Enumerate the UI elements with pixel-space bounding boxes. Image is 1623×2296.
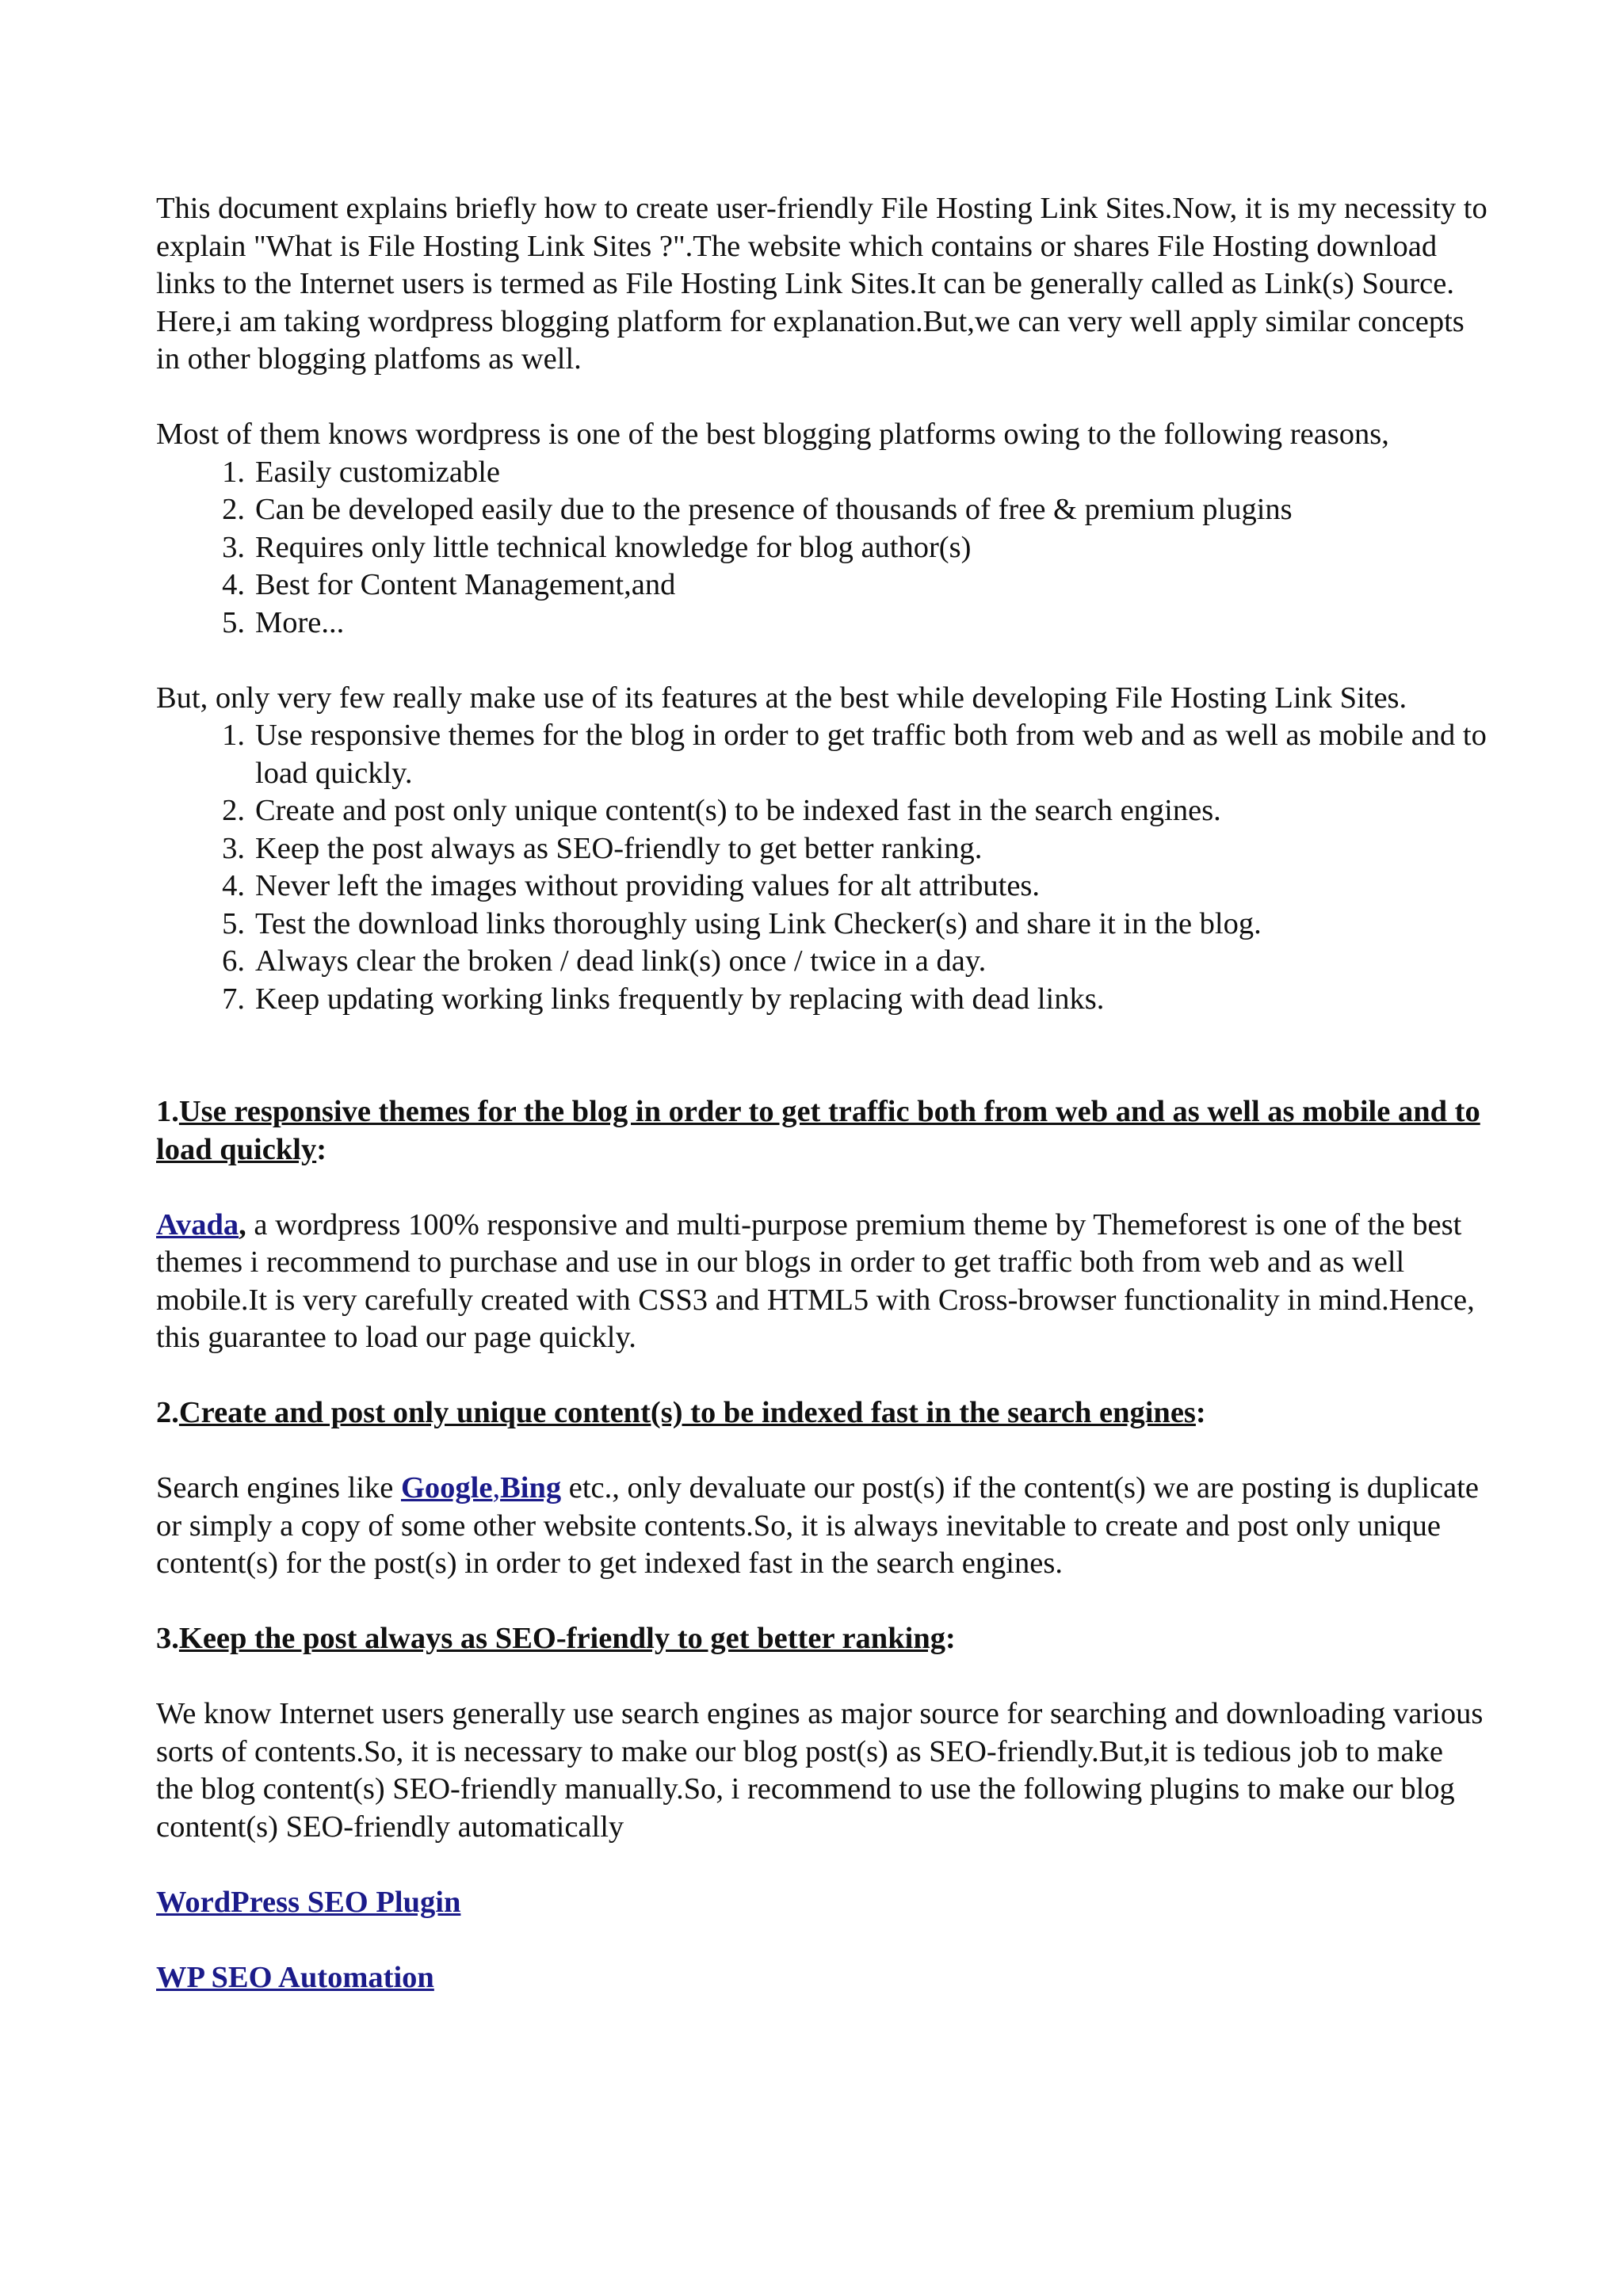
spacer xyxy=(156,1846,1487,1884)
section-1-heading: 1.Use responsive themes for the blog in order to get traffic both from web and as well as mobile and to load quickly: xyxy=(156,1095,1480,1166)
avada-link[interactable]: Avada xyxy=(156,1207,239,1241)
section-2-heading: 2.Create and post only unique content(s) to be indexed fast in the search engines: xyxy=(156,1396,1206,1429)
spacer xyxy=(156,1018,1487,1093)
section-3-heading: 3.Keep the post always as SEO-friendly to get better ranking: xyxy=(156,1622,956,1655)
reasons-intro: Most of them knows wordpress is one of the best blogging platforms owing to the following reasons, xyxy=(156,418,1389,451)
spacer xyxy=(156,1658,1487,1696)
section-2-body: Search engines like Google,Bing etc., only devaluate our post(s) if the content(s) we are posting is duplicate or simply a copy of some other website contents.So, it is always inevitable to create and post only unique content(s) for the post(s) in order to get indexed fast in the search engines. xyxy=(156,1471,1479,1580)
list-item: 2. Can be developed easily due to the presence of thousands of free & premium plugins xyxy=(222,493,1293,526)
wp-seo-automation-link[interactable]: WP SEO Automation xyxy=(156,1960,434,1994)
list-item: 7. Keep updating working links frequently by replacing with dead links. xyxy=(222,982,1105,1016)
spacer xyxy=(156,1583,1487,1621)
google-link[interactable]: Google xyxy=(400,1471,493,1505)
reasons-list xyxy=(156,454,1487,643)
list-item: 4. Never left the images without providing values for alt attributes. xyxy=(222,869,1041,902)
list-item: 5. More... xyxy=(222,605,345,639)
tips-intro: But, only very few really make use of its features at the best while developing File Hosting Link Sites. xyxy=(156,681,1407,715)
comma-link[interactable]: , xyxy=(492,1471,501,1505)
spacer xyxy=(156,642,1487,680)
wordpress-seo-plugin-link[interactable]: WordPress SEO Plugin xyxy=(156,1885,461,1919)
plugin-link-line xyxy=(156,1884,1487,1922)
list-item: 4. Best for Content Management,and xyxy=(222,568,676,601)
spacer xyxy=(156,379,1487,417)
list-item: 3. Requires only little technical knowledge for blog author(s) xyxy=(222,530,972,564)
list-item: 2. Create and post only unique content(s) to be indexed fast in the search engines. xyxy=(222,794,1221,827)
tips-list xyxy=(156,717,1487,1018)
spacer xyxy=(156,1921,1487,1959)
plugin-link-line xyxy=(156,1959,1487,1997)
section-1-body: Avada, a wordpress 100% responsive and multi-purpose premium theme by Themeforest is one of the best themes i recommend to purchase and use in our blogs in order to get traffic both from web and as well mobile.It is very carefully created with CSS3 and HTML5 with Cross-browser functionality in mind.Hence, this guarantee to load our page quickly. xyxy=(156,1207,1475,1354)
spacer xyxy=(156,1357,1487,1395)
intro-paragraph: This document explains briefly how to create user-friendly File Hosting Link Sites.Now, it is my necessity to explain "What is File Hosting Link Sites ?".The website which contains or shares File Hosting download links to the Internet users is termed as File Hosting Link Sites.It can be generally called as Link(s) Source. Here,i am taking wordpress blogging platform for explanation.But,we can very well apply similar concepts in other blogging platfoms as well. xyxy=(156,192,1487,376)
list-item: 1. Easily customizable xyxy=(222,455,500,489)
list-item: 5. Test the download links thoroughly using Link Checker(s) and share it in the blog. xyxy=(222,906,1262,940)
list-item: 1. Use responsive themes for the blog in order to get traffic both from web and as well as mobile and to load quickly. xyxy=(222,719,1487,790)
section-3-body: We know Internet users generally use search engines as major source for searching and downloading various sorts of contents.So, it is necessary to make our blog post(s) as SEO-friendly.But,it is tedious job to make the blog content(s) SEO-friendly manually.So, i recommend to use the following plugins to make our blog content(s) SEO-friendly automatically xyxy=(156,1697,1484,1844)
list-item: 6. Always clear the broken / dead link(s) once / twice in a day. xyxy=(222,944,987,978)
bing-link[interactable]: Bing xyxy=(500,1471,562,1505)
document-page xyxy=(156,190,1487,1997)
spacer xyxy=(156,1432,1487,1470)
list-item: 3. Keep the post always as SEO-friendly to get better ranking. xyxy=(222,831,983,865)
spacer xyxy=(156,1169,1487,1207)
